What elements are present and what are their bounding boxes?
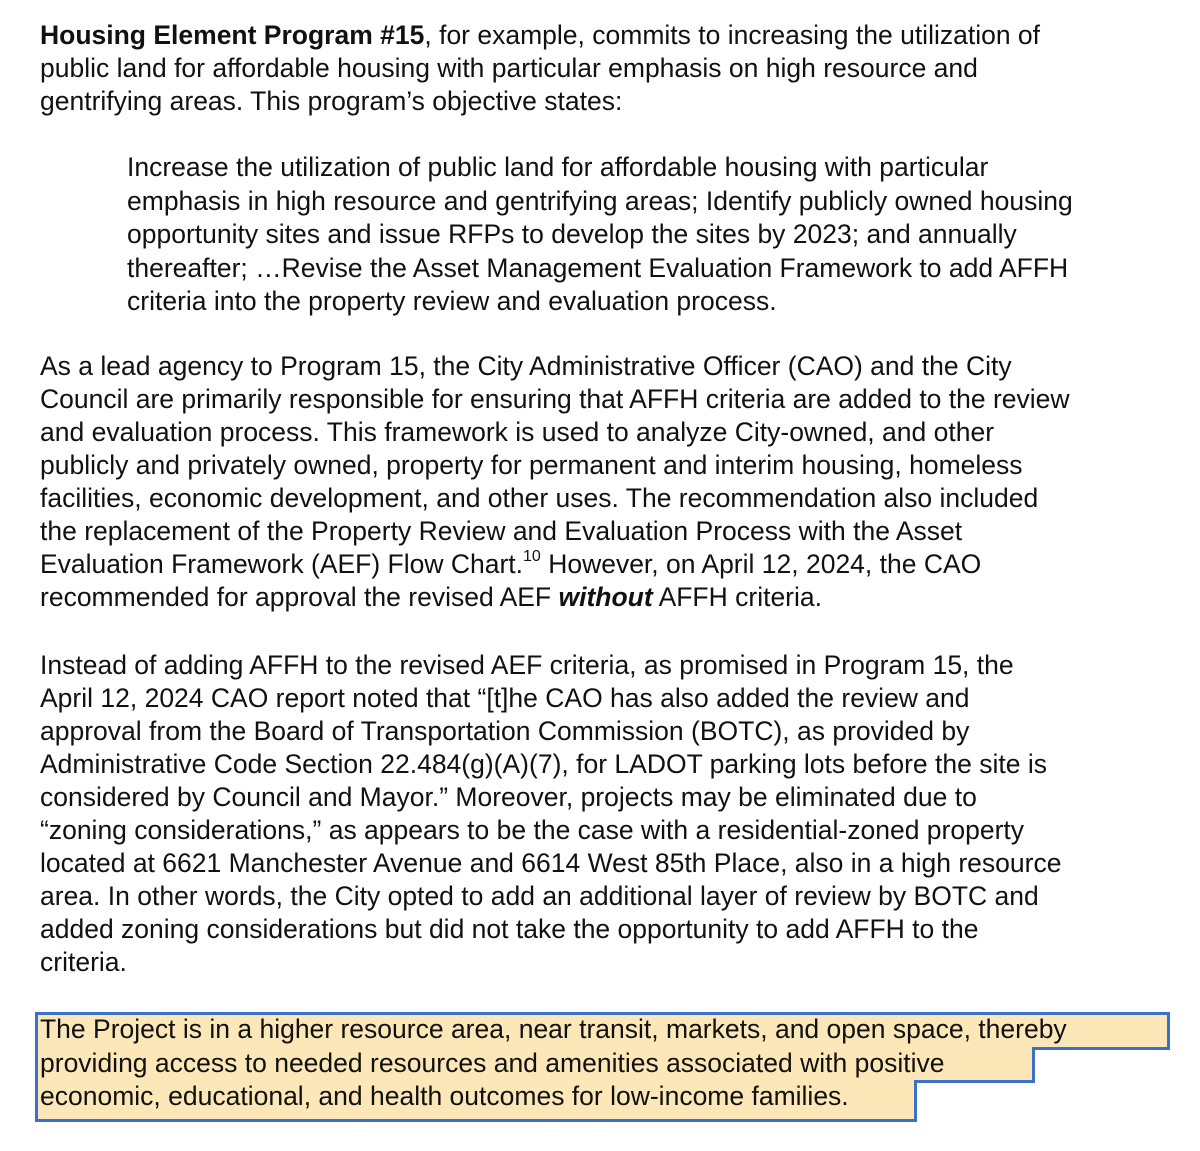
highlighted-paragraph[interactable] bbox=[40, 1013, 1170, 1114]
paragraph-line: Administrative Code Section 22.484(g)(A)(7), for LADOT parking lots before the site is bbox=[40, 749, 1047, 779]
quote-line: thereafter; …Revise the Asset Management Evaluation Framework to add AFFH bbox=[127, 252, 1069, 283]
paragraph-line: Housing Element Program #15, for example, commits to increasing the utilization of bbox=[40, 20, 1041, 50]
paragraph-line: public land for affordable housing with particular emphasis on high resource and bbox=[40, 53, 978, 83]
paragraph-line: approval from the Board of Transportation Commission (BOTC), as provided by bbox=[40, 716, 970, 746]
highlight-line: The Project is in a higher resource area, near transit, markets, and open space, thereby bbox=[40, 1014, 1067, 1044]
highlight-line: providing access to needed resources and amenities associated with positive bbox=[40, 1047, 945, 1078]
paragraph-line: the replacement of the Property Review and Evaluation Process with the Asset bbox=[40, 516, 963, 546]
footnote-ref[interactable]: 10 bbox=[523, 548, 541, 566]
paragraph-line: considered by Council and Mayor.” Moreover, projects may be eliminated due to bbox=[40, 782, 977, 812]
paragraph-line: April 12, 2024 CAO report noted that “[t]he CAO has also added the review and bbox=[40, 683, 970, 713]
paragraph-line: gentrifying areas. This program’s objective states: bbox=[40, 86, 623, 116]
paragraph-line: Evaluation Framework (AEF) Flow Chart.$^{10}$ However, on April 12, 2024, the CAO bbox=[40, 548, 982, 579]
paragraph-line: facilities, economic development, and other uses. The recommendation also included bbox=[40, 483, 1039, 513]
block-quote bbox=[127, 151, 1172, 319]
quote-line: emphasis in high resource and gentrifying areas; Identify publicly owned housing bbox=[127, 185, 1073, 216]
quote-line: opportunity sites and issue RFPs to develop the sites by 2023; and annually bbox=[127, 219, 1017, 249]
paragraph-line: Instead of adding AFFH to the revised AEF criteria, as promised in Program 15, the bbox=[40, 650, 1014, 680]
paragraph-lead-agency bbox=[40, 350, 1165, 614]
paragraph-line: criteria. bbox=[40, 947, 127, 977]
quote-line: criteria into the property review and evaluation process. bbox=[127, 286, 777, 316]
paragraph-line: recommended for approval the revised AEF without AFFH criteria. bbox=[40, 582, 822, 612]
paragraph-line: area. In other words, the City opted to add an additional layer of review by BOTC and bbox=[40, 881, 1039, 911]
paragraph-line: located at 6621 Manchester Avenue and 6614 West 85th Place, also in a high resource bbox=[40, 848, 1062, 878]
paragraph-line: Council are primarily responsible for ensuring that AFFH criteria are added to the review bbox=[40, 384, 1070, 414]
paragraph-aef-criteria bbox=[40, 649, 1165, 979]
paragraph-line: As a lead agency to Program 15, the City Administrative Officer (CAO) and the City bbox=[40, 351, 1012, 381]
paragraph-line: publicly and privately owned, property for permanent and interim housing, homeless bbox=[40, 450, 1023, 480]
emphasis-without: without bbox=[558, 582, 653, 612]
highlight-line: economic, educational, and health outcomes for low-income families. bbox=[40, 1081, 849, 1111]
paragraph-line: and evaluation process. This framework is used to analyze City-owned, and other bbox=[40, 417, 995, 447]
quote-line: Increase the utilization of public land for affordable housing with particular bbox=[127, 152, 989, 182]
paragraph-line: “zoning considerations,” as appears to be the case with a residential-zoned property bbox=[40, 815, 1025, 845]
paragraph-line: added zoning considerations but did not take the opportunity to add AFFH to the bbox=[40, 914, 979, 944]
paragraph-intro bbox=[40, 19, 1165, 118]
program-title: Housing Element Program #15 bbox=[40, 20, 425, 50]
